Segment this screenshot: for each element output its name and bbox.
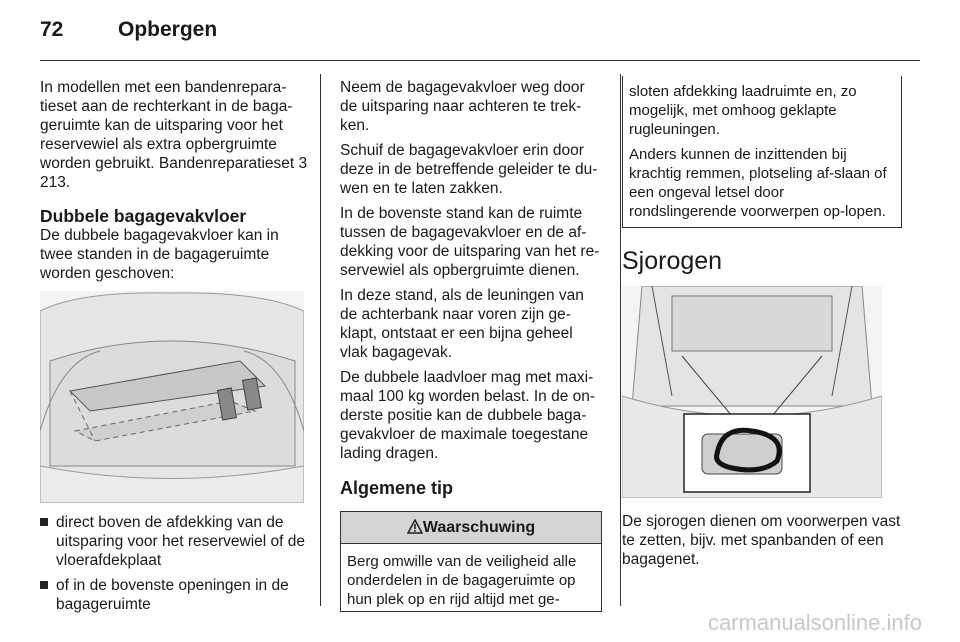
intro-paragraph: In modellen met een bandenrepara-tieset aan de rechterkant in de baga-geruimte kan de uitsparing voor het reservewiel als extra opbergruimte worden gebruikt. Bandenreparatieset 3 213. xyxy=(40,79,308,191)
warning-title: Waarschuwing xyxy=(422,519,536,536)
header-rule xyxy=(40,60,920,61)
paragraph: Neem de bagagevakvloer weg door de uitsparing naar achteren te trek-ken. xyxy=(340,79,585,134)
warning-header xyxy=(341,512,601,544)
warning-text-continued: sloten afdekking laadruimte en, zo mogelijk, met omhoog geklapte rugleuningen. xyxy=(629,83,857,138)
tie-down-eyes-illustration xyxy=(622,286,882,498)
list-item: of in de bovenste openingen in de bagageruimte xyxy=(40,576,308,614)
page-number: 72 xyxy=(40,18,64,41)
warning-text: Berg omwille van de veiligheid alle onderdelen in de bagageruimte op hun plek op en rijd altijd met ge- xyxy=(347,553,577,608)
warning-text-continued: Anders kunnen de inzittenden bij krachtig remmen, plotseling af-slaan of een ongeval letsel door rondslingerende voorwerpen op-lopen. xyxy=(629,146,887,220)
reference-arrow-icon: 3 xyxy=(298,155,308,172)
column-3 xyxy=(622,76,902,575)
warning-triangle-icon xyxy=(407,519,423,534)
column-1 xyxy=(40,78,308,620)
paragraph: De dubbele laadvloer mag met maxi-maal 100 kg worden belast. In de on-derste positie kan de dubbele baga-gevakvloer de maximale toegestane lading dragen. xyxy=(340,369,596,462)
column-2 xyxy=(340,78,602,612)
warning-box xyxy=(340,511,602,612)
reference-page[interactable]: 213. xyxy=(40,174,71,191)
cargo-floor-illustration xyxy=(40,291,304,503)
section-title-dubbele-bagagevakvloer: Dubbele bagagevakvloer xyxy=(40,206,247,226)
page-title: Opbergen xyxy=(118,18,218,41)
column-divider-2 xyxy=(620,74,621,606)
section-text: De dubbele bagagevakvloer kan in twee standen in de bagageruimte worden geschoven: xyxy=(40,227,279,282)
paragraph: In deze stand, als de leuningen van de achterbank naar voren zijn ge-klapt, ontstaat er een bijna geheel vlak bagagevak. xyxy=(340,287,584,361)
section-text-sjorogen: De sjorogen dienen om voorwerpen vast te zetten, bijv. met spanbanden of een bagagenet. xyxy=(622,513,901,568)
column-divider-1 xyxy=(320,74,321,606)
paragraph: In de bovenste stand kan de ruimte tussen de bagagevakvloer en de af-dekking voor de uitsparing van het re-servewiel als opbergruimte dienen. xyxy=(340,205,600,279)
list-item: direct boven de afdekking van de uitsparing voor het reservewiel of de vloerafdekplaat xyxy=(40,513,308,570)
page-header xyxy=(40,18,217,42)
watermark: carmanualsonline.info xyxy=(707,610,922,635)
section-title-algemene-tip: Algemene tip xyxy=(340,478,454,498)
paragraph: Schuif de bagagevakvloer erin door deze in de betreffende geleider te du-wen en te laten zakken. xyxy=(340,142,598,197)
warning-box-continued xyxy=(622,76,902,228)
section-title-sjorogen: Sjorogen xyxy=(622,247,723,275)
